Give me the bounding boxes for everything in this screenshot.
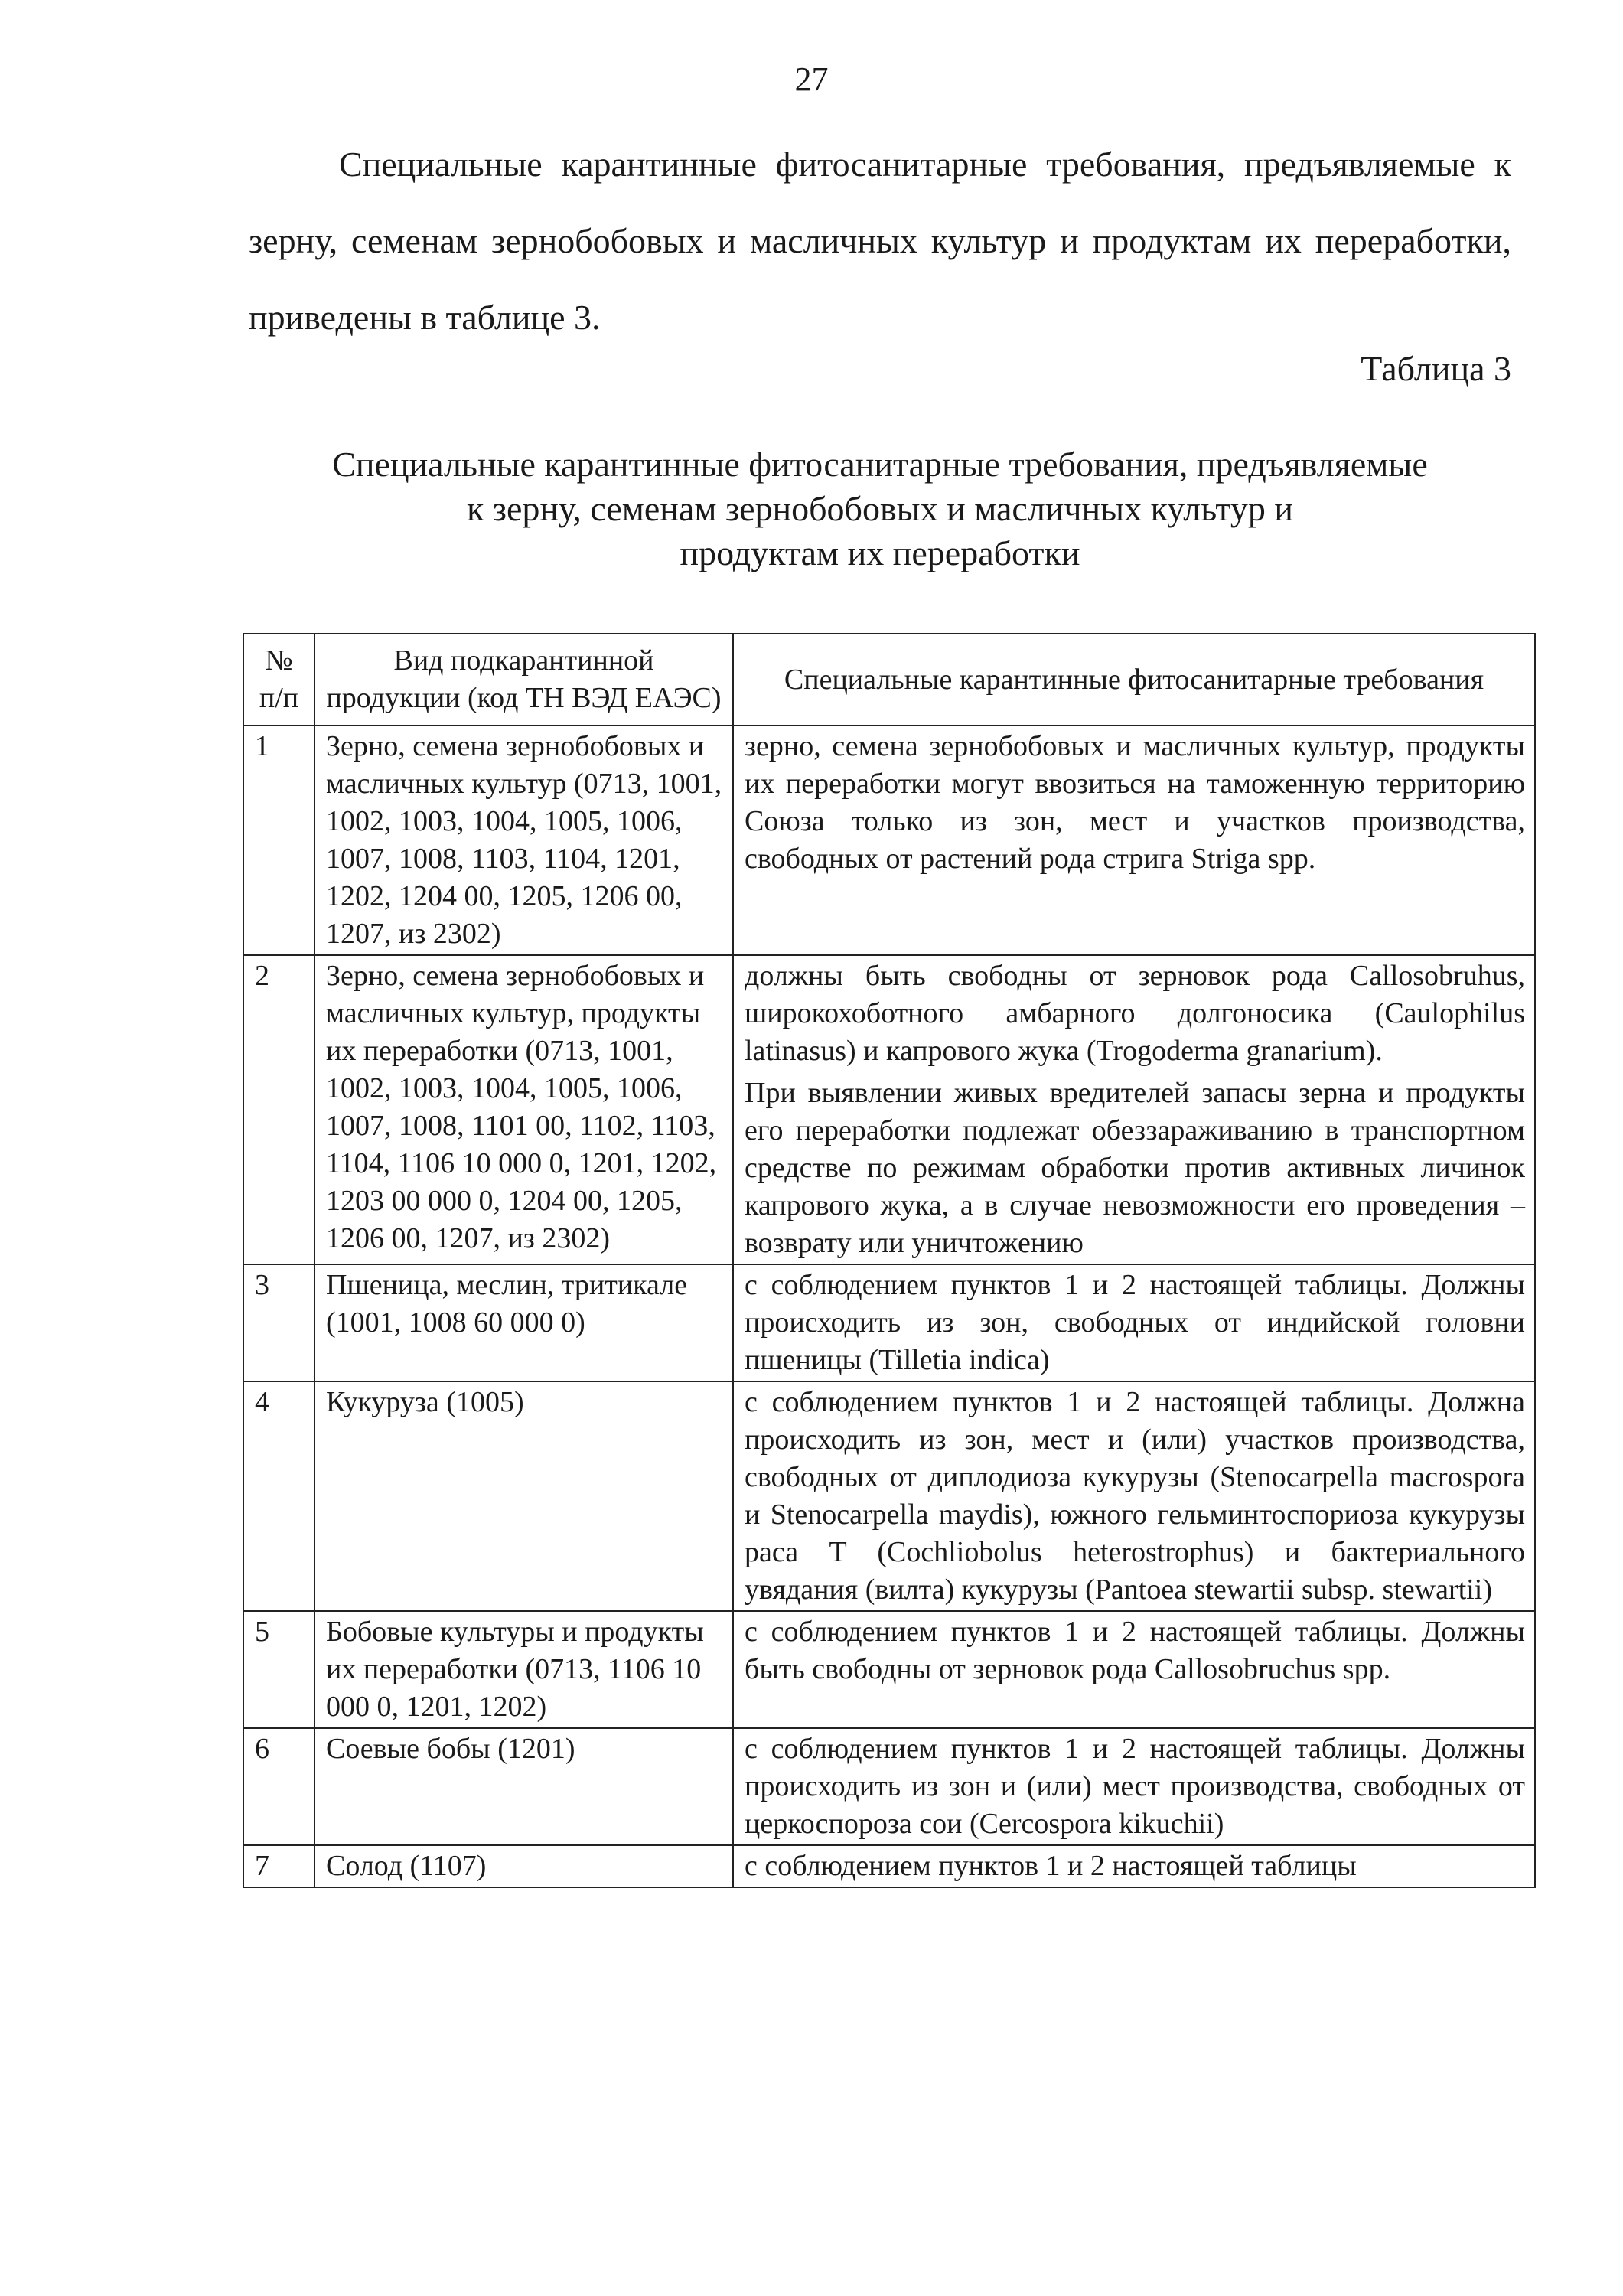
row-requirements bbox=[733, 1728, 1535, 1845]
row-num: 2 bbox=[243, 955, 314, 1264]
row-requirements bbox=[733, 955, 1535, 1264]
row-requirements bbox=[733, 1611, 1535, 1728]
table-row bbox=[243, 955, 1535, 1264]
row-requirements bbox=[733, 726, 1535, 955]
table-row bbox=[243, 1381, 1535, 1611]
requirement-text: с соблюдением пунктов 1 и 2 настоящей таблицы. Должны происходить из зон и (или) мест производства, свободных от церкоспороза сои (Cercospora kikuchii) bbox=[745, 1733, 1525, 1840]
table-row bbox=[243, 1611, 1535, 1728]
requirements-table bbox=[243, 633, 1536, 1888]
header-product: Вид подкарантинной продукции (код ТН ВЭД ЕАЭС) bbox=[314, 634, 733, 726]
row-num: 4 bbox=[243, 1381, 314, 1611]
row-num: 3 bbox=[243, 1264, 314, 1381]
table-title-line: Специальные карантинные фитосанитарные требования, предъявляемые bbox=[332, 445, 1428, 484]
row-requirements bbox=[733, 1845, 1535, 1887]
table-header-row bbox=[243, 634, 1535, 726]
table-row bbox=[243, 1845, 1535, 1887]
table-row bbox=[243, 1728, 1535, 1845]
header-requirements: Специальные карантинные фитосанитарные требования bbox=[733, 634, 1535, 726]
table-title-line: продуктам их переработки bbox=[680, 533, 1080, 572]
requirement-text: с соблюдением пунктов 1 и 2 настоящей таблицы. Должны быть свободны от зерновок рода Callosobruchus spp. bbox=[745, 1616, 1525, 1685]
table-row bbox=[243, 726, 1535, 955]
requirement-text: с соблюдением пунктов 1 и 2 настоящей таблицы bbox=[745, 1850, 1357, 1882]
row-product: Кукуруза (1005) bbox=[314, 1381, 733, 1611]
header-num: № п/п bbox=[243, 634, 314, 726]
row-num: 6 bbox=[243, 1728, 314, 1845]
table-title bbox=[230, 442, 1530, 576]
requirement-text: должны быть свободны от зерновок рода Callosobruhus, широкохоботного амбарного долгоносика (Caulophilus latinasus) и капрового жука (Trogoderma granarium). bbox=[745, 960, 1525, 1067]
table-label: Таблица 3 bbox=[1361, 349, 1511, 388]
requirement-text: с соблюдением пунктов 1 и 2 настоящей таблицы. Должна происходить из зон, мест и (или) участков производства, свободных от диплодиоза кукурузы (Stenocarpella macrospora и Stenocarpella maydis), южного гельминтоспориоза кукурузы раса T (Cochliobolus heterostrophus) и бактериального увядания (вилта) кукурузы (Pantoea stewartii subsp. stewartii) bbox=[745, 1386, 1525, 1606]
row-product: Зерно, семена зернобобовых и масличных культур (0713, 1001, 1002, 1003, 1004, 1005, 1006, 1007, 1008, 1103, 1104, 1201, 1202, 1204 00, 1205, 1206 00, 1207, из 2302) bbox=[314, 726, 733, 955]
row-product: Бобовые культуры и продукты их переработки (0713, 1106 10 000 0, 1201, 1202) bbox=[314, 1611, 733, 1728]
requirement-text: зерно, семена зернобобовых и масличных культур, продукты их переработки могут ввозиться на таможенную территорию Союза только из зон, мест и участков производства, свободных от растений рода стрига Striga spp. bbox=[745, 730, 1525, 875]
requirement-text: При выявлении живых вредителей запасы зерна и продукты его переработки подлежат обеззараживанию в транспортном средстве по режимам обработки против активных личинок капрового жука, а в случае невозможности его проведения – возврату или уничтожению bbox=[745, 1077, 1525, 1259]
table-title-line: к зерну, семенам зернобобовых и масличных культур и bbox=[466, 489, 1294, 528]
page-number: 27 bbox=[794, 60, 829, 98]
row-num: 1 bbox=[243, 726, 314, 955]
row-num: 5 bbox=[243, 1611, 314, 1728]
row-product: Солод (1107) bbox=[314, 1845, 733, 1887]
row-product: Соевые бобы (1201) bbox=[314, 1728, 733, 1845]
row-num: 7 bbox=[243, 1845, 314, 1887]
row-product: Зерно, семена зернобобовых и масличных культур, продукты их переработки (0713, 1001, 1002, 1003, 1004, 1005, 1006, 1007, 1008, 1101 00, 1102, 1103, 1104, 1106 10 000 0, 1201, 1202, 1203 00 000 0, 1204 00, 1205, 1206 00, 1207, из 2302) bbox=[314, 955, 733, 1264]
row-requirements bbox=[733, 1264, 1535, 1381]
requirement-text: с соблюдением пунктов 1 и 2 настоящей таблицы. Должны происходить из зон, свободных от индийской головни пшеницы (Tilletia indica) bbox=[745, 1269, 1525, 1376]
row-product: Пшеница, меслин, тритикале (1001, 1008 60 000 0) bbox=[314, 1264, 733, 1381]
row-requirements bbox=[733, 1381, 1535, 1611]
intro-paragraph: Специальные карантинные фитосанитарные требования, предъявляемые к зерну, семенам зернобобовых и масличных культур и продуктам их переработки, приведены в таблице 3. bbox=[249, 145, 1511, 337]
table-row bbox=[243, 1264, 1535, 1381]
